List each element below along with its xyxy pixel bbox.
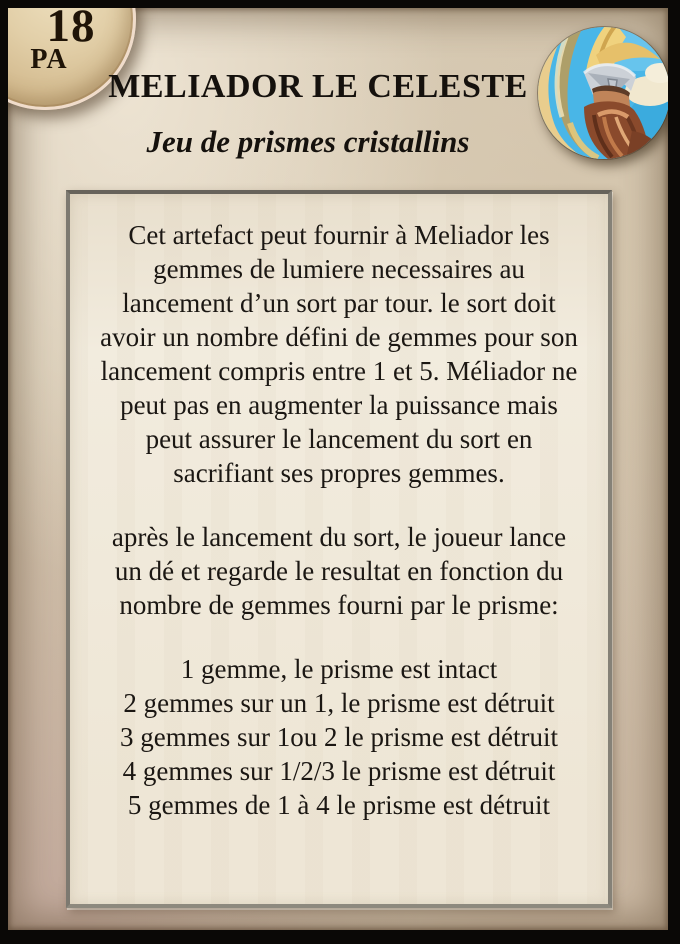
rules-line: nombre de gemmes fourni par le prisme: xyxy=(119,590,559,620)
rules-text-box xyxy=(66,190,612,908)
rules-line: lancement d’un sort par tour. le sort doit xyxy=(122,288,556,318)
action-points-value: 18 xyxy=(46,8,96,52)
rules-line: lancement compris entre 1 et 5. Méliador ne xyxy=(100,356,578,386)
card-subtitle: Jeu de prismes cristallins xyxy=(146,124,470,159)
rules-line: gemmes de lumiere necessaires au xyxy=(153,254,525,284)
rules-line: avoir un nombre défini de gemmes pour son xyxy=(100,322,578,352)
rules-paragraph-3 xyxy=(74,652,604,822)
action-points-unit: PA xyxy=(30,44,68,75)
rules-paragraph-1 xyxy=(74,218,604,490)
rules-line: après le lancement du sort, le joueur lance xyxy=(111,522,567,552)
meliador-portrait-icon xyxy=(538,27,668,159)
rules-line: 4 gemmes sur 1/2/3 le prisme est détruit xyxy=(122,756,556,786)
card-parchment-background xyxy=(8,8,668,930)
rules-line: 5 gemmes de 1 à 4 le prisme est détruit xyxy=(127,790,551,820)
rules-line: Cet artefact peut fournir à Meliador les xyxy=(128,220,550,250)
card-title: MELIADOR LE CELESTE xyxy=(108,68,528,105)
wizard-portrait-art xyxy=(538,27,668,159)
rules-line: peut assurer le lancement du sort en xyxy=(145,424,533,454)
rules-line: 3 gemmes sur 1ou 2 le prisme est détruit xyxy=(120,722,558,752)
rules-line: un dé et regarde le resultat en fonction du xyxy=(114,556,564,586)
rules-line: peut pas en augmenter la puissance mais xyxy=(120,390,558,420)
rules-paragraph-2 xyxy=(74,520,604,622)
rules-line: 1 gemme, le prisme est intact xyxy=(180,654,498,684)
rules-line: sacrifiant ses propres gemmes. xyxy=(173,458,505,488)
rules-line: 2 gemmes sur un 1, le prisme est détruit xyxy=(123,688,555,718)
